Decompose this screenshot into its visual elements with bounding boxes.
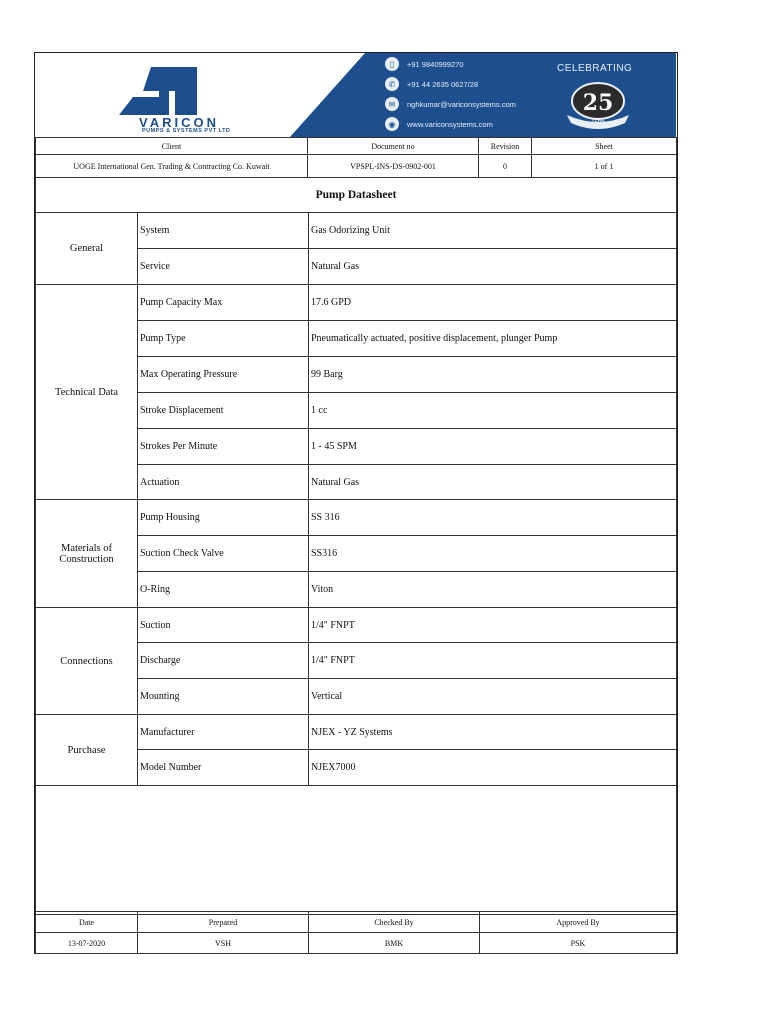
- row-value: 1/4" FNPT: [309, 608, 677, 643]
- row-label: Discharge: [138, 643, 309, 679]
- row-value: 99 Barg: [309, 357, 677, 393]
- company-tagline: PUMPS & SYSTEMS PVT LTD: [142, 128, 231, 134]
- approval-table: [35, 911, 677, 954]
- pump-datasheet-table: [35, 177, 677, 915]
- row-label: System: [138, 213, 309, 249]
- row-label: Manufacturer: [138, 715, 309, 750]
- celebrating-label: CELEBRATING: [557, 63, 633, 74]
- document-no-header: Document no: [308, 138, 479, 155]
- row-label: Actuation: [138, 465, 309, 500]
- section-general: General: [36, 213, 138, 285]
- sheet-value: 1 of 1: [532, 155, 677, 178]
- document-info-table: [35, 137, 677, 178]
- row-label: Model Number: [138, 750, 309, 786]
- logo-mark-icon: [119, 61, 219, 123]
- row-value: Vertical: [309, 679, 677, 715]
- row-label: Mounting: [138, 679, 309, 715]
- row-value: 1 - 45 SPM: [309, 429, 677, 465]
- letterhead: [35, 53, 676, 137]
- page-title: Pump Datasheet: [36, 178, 677, 213]
- row-label: Service: [138, 249, 309, 285]
- row-value: NJEX7000: [309, 750, 677, 786]
- date-value: 13-07-2020: [36, 933, 138, 954]
- section-purchase: Purchase: [36, 715, 138, 786]
- row-value: SS 316: [309, 500, 677, 536]
- document-no-value: VPSPL-INS-DS-0902-001: [308, 155, 479, 178]
- checked-by-header: Checked By: [309, 912, 480, 933]
- row-value: SS316: [309, 536, 677, 572]
- anniversary-word: YEAR: [591, 118, 605, 124]
- row-value: Pneumatically actuated, positive displacement, plunger Pump: [309, 321, 677, 357]
- section-materials: Materials of Construction: [36, 500, 138, 608]
- row-label: Max Operating Pressure: [138, 357, 309, 393]
- phone-icon: ✆: [385, 77, 399, 91]
- datasheet: [34, 52, 678, 954]
- row-value: NJEX - YZ Systems: [309, 715, 677, 750]
- date-header: Date: [36, 912, 138, 933]
- section-connections: Connections: [36, 608, 138, 715]
- row-value: 1 cc: [309, 393, 677, 429]
- client-header: Client: [36, 138, 308, 155]
- approved-by-header: Approved By: [480, 912, 677, 933]
- revision-value: 0: [479, 155, 532, 178]
- email-icon: ✉: [385, 97, 399, 111]
- contact-website: ◉ www.variconsystems.com: [385, 117, 493, 131]
- checked-by-value: BMK: [309, 933, 480, 954]
- contact-email: ✉ nghkumar@variconsystems.com: [385, 97, 516, 111]
- company-logo: [35, 53, 365, 137]
- row-value: Natural Gas: [309, 465, 677, 500]
- prepared-value: VSH: [138, 933, 309, 954]
- row-label: Stroke Displacement: [138, 393, 309, 429]
- anniversary-badge-icon: [563, 79, 633, 129]
- row-label: Pump Capacity Max: [138, 285, 309, 321]
- client-value: UOGE International Gen. Trading & Contracting Co. Kuwait: [36, 155, 308, 178]
- revision-header: Revision: [479, 138, 532, 155]
- anniversary-number: 25: [582, 90, 614, 116]
- row-label: Suction Check Valve: [138, 536, 309, 572]
- approved-by-value: PSK: [480, 933, 677, 954]
- sheet-header: Sheet: [532, 138, 677, 155]
- row-label: O-Ring: [138, 572, 309, 608]
- section-technical-data: Technical Data: [36, 285, 138, 500]
- row-value: 17.6 GPD: [309, 285, 677, 321]
- blank-notes-area: [36, 786, 677, 915]
- contact-phone2: ✆ +91 44 2635 0627/28: [385, 77, 478, 91]
- row-label: Suction: [138, 608, 309, 643]
- row-label: Pump Housing: [138, 500, 309, 536]
- prepared-header: Prepared: [138, 912, 309, 933]
- row-value: 1/4" FNPT: [309, 643, 677, 679]
- row-value: Natural Gas: [309, 249, 677, 285]
- globe-icon: ◉: [385, 117, 399, 131]
- row-value: Viton: [309, 572, 677, 608]
- row-label: Strokes Per Minute: [138, 429, 309, 465]
- contact-phone1: ▯ +91 9840999270: [385, 57, 464, 71]
- company-name: VARICON: [139, 115, 219, 130]
- row-value: Gas Odorizing Unit: [309, 213, 677, 249]
- row-label: Pump Type: [138, 321, 309, 357]
- mobile-phone-icon: ▯: [385, 57, 399, 71]
